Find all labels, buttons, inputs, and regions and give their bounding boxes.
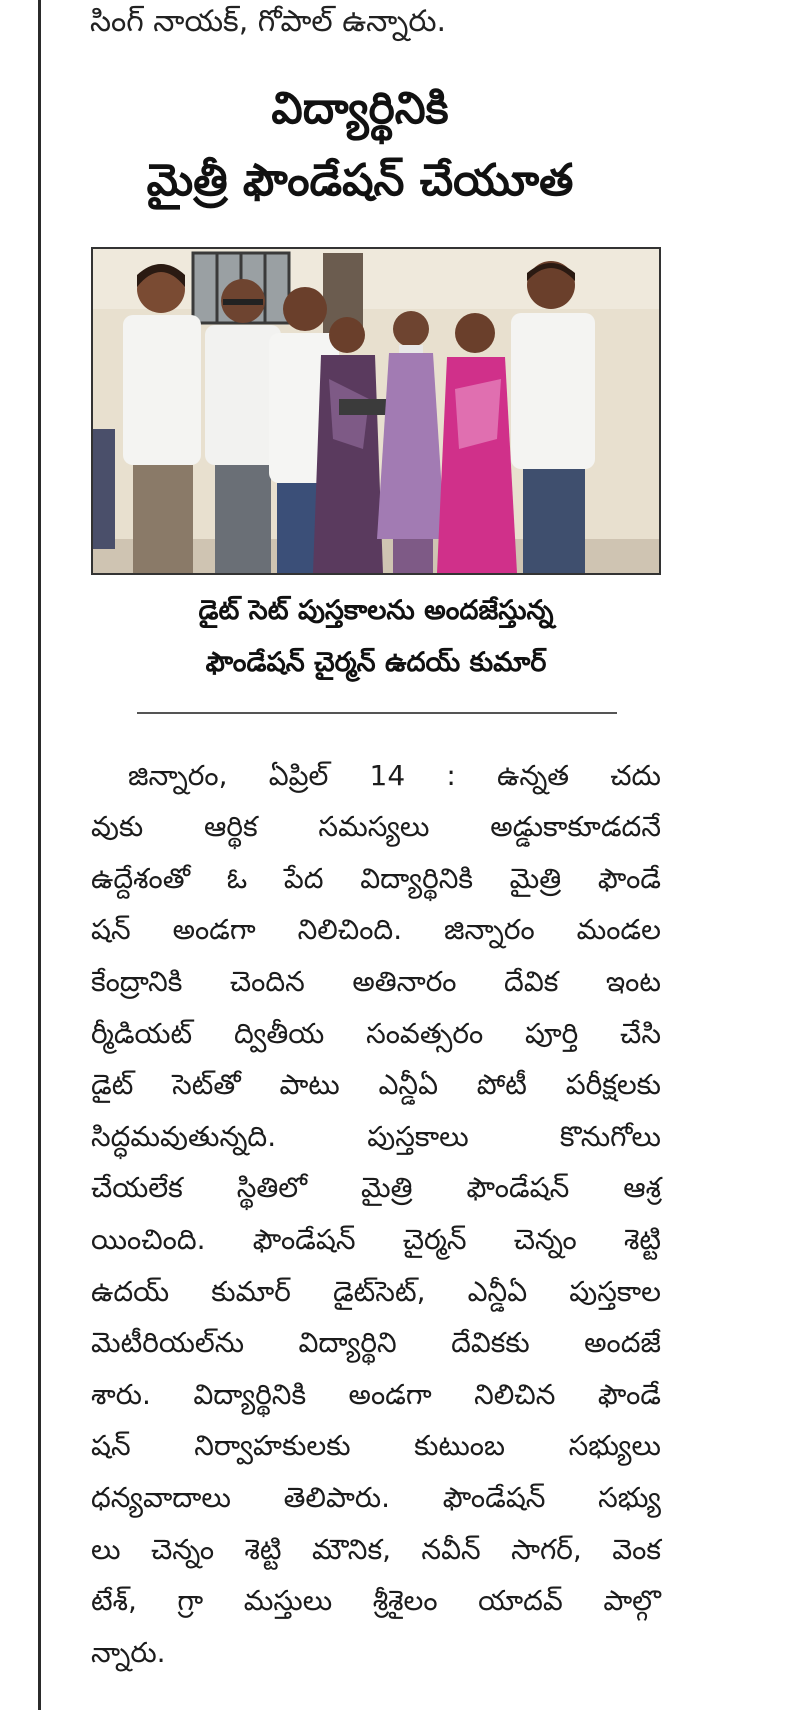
- body-line: మెటీరియల్‌ను విద్యార్థిని దేవికకు అందజే: [91, 1326, 661, 1359]
- body-line: సిద్ధమవుతున్నది. పుస్తకాలు కొనుగోలు: [91, 1120, 661, 1153]
- body-line: చేయలేక స్థితిలో మైత్రి ఫౌండేషన్ ఆశ్ర: [91, 1171, 661, 1204]
- body-line: కేంద్రానికి చెందిన అతినారం దేవిక ఇంట: [91, 965, 661, 998]
- body-line: ర్మీడియట్ ద్వితీయ సంవత్సరం పూర్తి చేసి: [91, 1017, 661, 1050]
- body-line: ఉద్దేశంతో ఓ పేద విద్యార్థినికి మైత్రి ఫౌండే: [91, 862, 661, 895]
- body-line: డైట్ సెట్‌తో పాటు ఎన్డీఏ పోటీ పరీక్షలకు: [91, 1068, 661, 1101]
- body-line: న్నారు.: [91, 1636, 166, 1669]
- separator-rule: [137, 712, 617, 714]
- news-photo: [91, 247, 661, 575]
- column-rule: [38, 0, 41, 1710]
- body-line: షన్ నిర్వాహకులకు కుటుంబ సభ్యులు: [91, 1429, 661, 1462]
- body-line: ఉదయ్ కుమార్ డైట్‌సెట్, ఎన్డీఏ పుస్తకాల: [91, 1275, 661, 1308]
- body-line: యించింది. ఫౌండేషన్ చైర్మన్ చెన్నం శెట్టి: [91, 1223, 661, 1256]
- body-line: షన్ అండగా నిలిచింది. జిన్నారం మండల: [91, 913, 661, 946]
- body-line: జిన్నారం, ఏప్రిల్ 14 : ఉన్నత చదు: [128, 759, 661, 792]
- photo-caption-line-2: ఫౌండేషన్ చైర్మన్ ఉదయ్ కుమార్: [205, 647, 547, 678]
- headline-line-1: విద్యార్థినికి: [271, 83, 449, 134]
- photo-caption-line-1: డైట్ సెట్ పుస్తకాలను అందజేస్తున్న: [198, 595, 554, 626]
- body-line: ధన్యవాదాలు తెలిపారు. ఫౌండేషన్ సభ్యు: [91, 1481, 661, 1514]
- body-line: లు చెన్నం శెట్టి మౌనిక, నవీన్ సాగర్, వెంక: [91, 1533, 661, 1566]
- person-4: [313, 317, 383, 573]
- body-line: టేశ్, గ్రా మస్తులు శ్రీశైలం యాదవ్ పాల్గొ: [91, 1584, 661, 1617]
- body-line: వుకు ఆర్థిక సమస్యలు అడ్డుకాకూడదనే: [91, 810, 661, 843]
- previous-article-tail: సింగ్ నాయక్, గోపాల్ ఉన్నారు.: [90, 4, 447, 39]
- body-line: శారు. విద్యార్థినికి అండగా నిలిచిన ఫౌండే: [91, 1378, 661, 1411]
- headline-line-2: మైత్రీ ఫౌండేషన్ చేయూత: [146, 155, 574, 206]
- book: [339, 399, 393, 415]
